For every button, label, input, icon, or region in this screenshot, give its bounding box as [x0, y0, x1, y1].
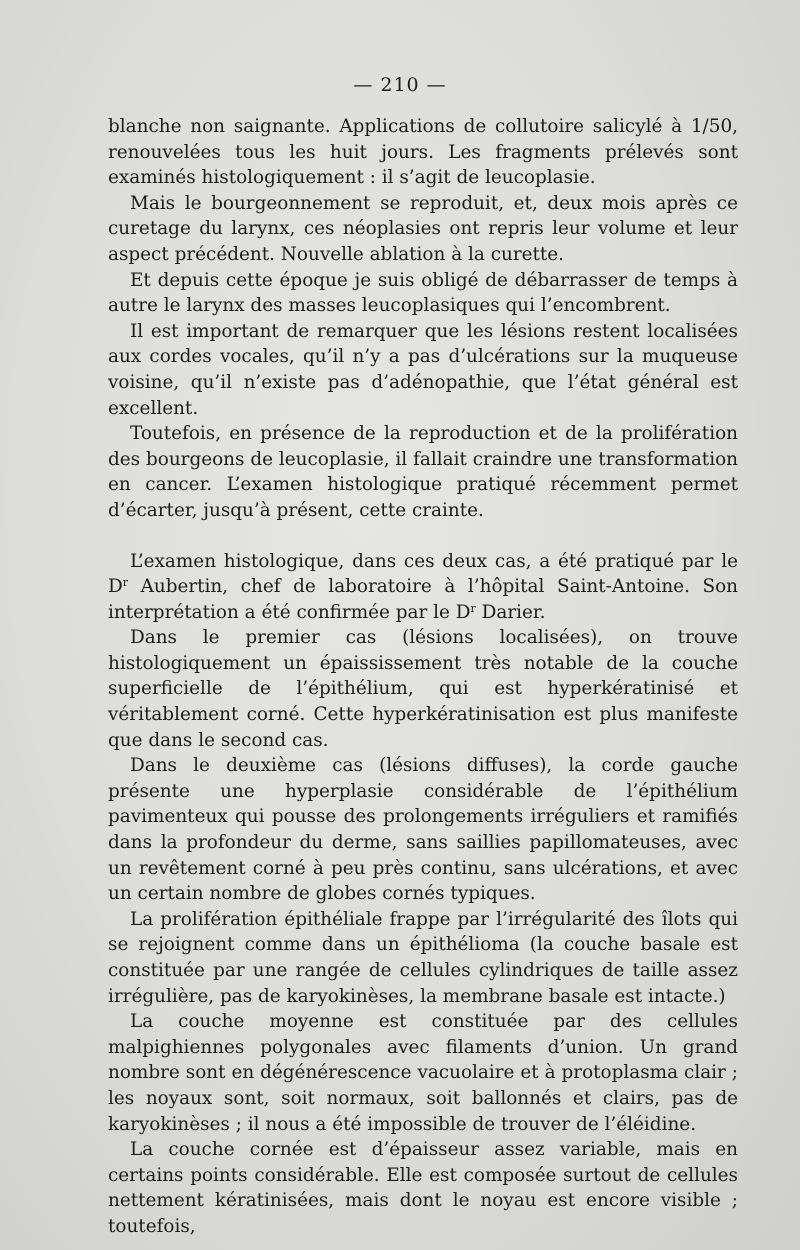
paragraph-5: Toutefois, en présence de la reproduction et de la prolifération des bourgeons de leucoplasie, il fallait craindre une transformation en cancer. L’examen histologique pratiqué récemment permet d’écarter, jusqu’à présent, cette crainte. [108, 423, 738, 521]
body-text [108, 114, 738, 1240]
doctor-superscript-1: r [122, 576, 129, 590]
paragraph-9: La prolifération épithéliale frappe par l’irrégularité des îlots qui se rejoignent comme dans un épithélioma (la couche basale est constituée par une rangée de cellules cylindriques de taille assez irrégulière, pas de karyokinèses, la membrane basale est intacte.) [108, 908, 738, 1007]
paragraph-6 [108, 549, 738, 626]
paragraph-6-part-a: L’examen histologique, dans ces deux cas, a été pratiqué par le D [108, 550, 738, 598]
paragraph-4: Il est important de remarquer que les lésions restent localisées aux cordes vocales, qu’il n’y a pas d’ulcérations sur la muqueuse voisine, qu’il n’existe pas d’adénopathie, que l’état général est excellent. [108, 320, 738, 419]
paragraph-8: Dans le deuxième cas (lésions diffuses), la corde gauche présente une hyperplasie considérable de l’épithélium pavimenteux qui pousse des prolongements irréguliers et ramifiés dans la profondeur du derme, sans saillies papillomateuses, avec un revêtement corné à peu près continu, sans ulcérations, et avec un certain nombre de globes cornés typiques. [108, 755, 738, 905]
paragraph-6-part-c: Darier. [475, 601, 546, 623]
paragraph-6-part-b: Aubertin, chef de laboratoire à l’hôpital Saint-Antoine. Son interprétation a été confirmée par le D [108, 576, 738, 623]
paragraph-7: Dans le premier cas (lésions localisées), on trouve histologiquement un épaississement très notable de la couche superficielle de l’épithélium, qui est hyperkératinisé et véritablement corné. Cette hyperkératinisation est plus manifeste que dans le second cas. [108, 627, 738, 751]
doctor-superscript-2: r [470, 601, 476, 615]
paragraph-2: Mais le bourgeonnement se reproduit, et, deux mois après ce curetage du larynx, ces néoplasies ont repris leur volume et leur aspect précédent. Nouvelle ablation à la curette. [108, 192, 738, 265]
paragraph-3: Et depuis cette époque je suis obligé de débarrasser de temps à autre le larynx des masses leucoplasiques qui l’encombrent. [108, 269, 738, 317]
page-number: — 210 — [353, 74, 447, 96]
paragraph-11: La couche cornée est d’épaisseur assez variable, mais en certains points considérable. Elle est composée surtout de cellules nettement kératinisées, mais dont le noyau est encore visible ; toutefois, [108, 1139, 738, 1237]
paragraph-1: blanche non saignante. Applications de collutoire salicylé à 1/50, renouvelées tous les huit jours. Les fragments prélevés sont examinés histologiquement : il s’agit de leucoplasie. [108, 116, 738, 189]
paragraph-10: La couche moyenne est constituée par des cellules malpighiennes polygonales avec filaments d’union. Un grand nombre sont en dégénérescence vacuolaire et à protoplasma clair ; les noyaux sont, soit normaux, soit ballonnés et clairs, pas de karyokinèses ; il nous a été impossible de trouver de l’éléidine. [108, 1011, 738, 1135]
